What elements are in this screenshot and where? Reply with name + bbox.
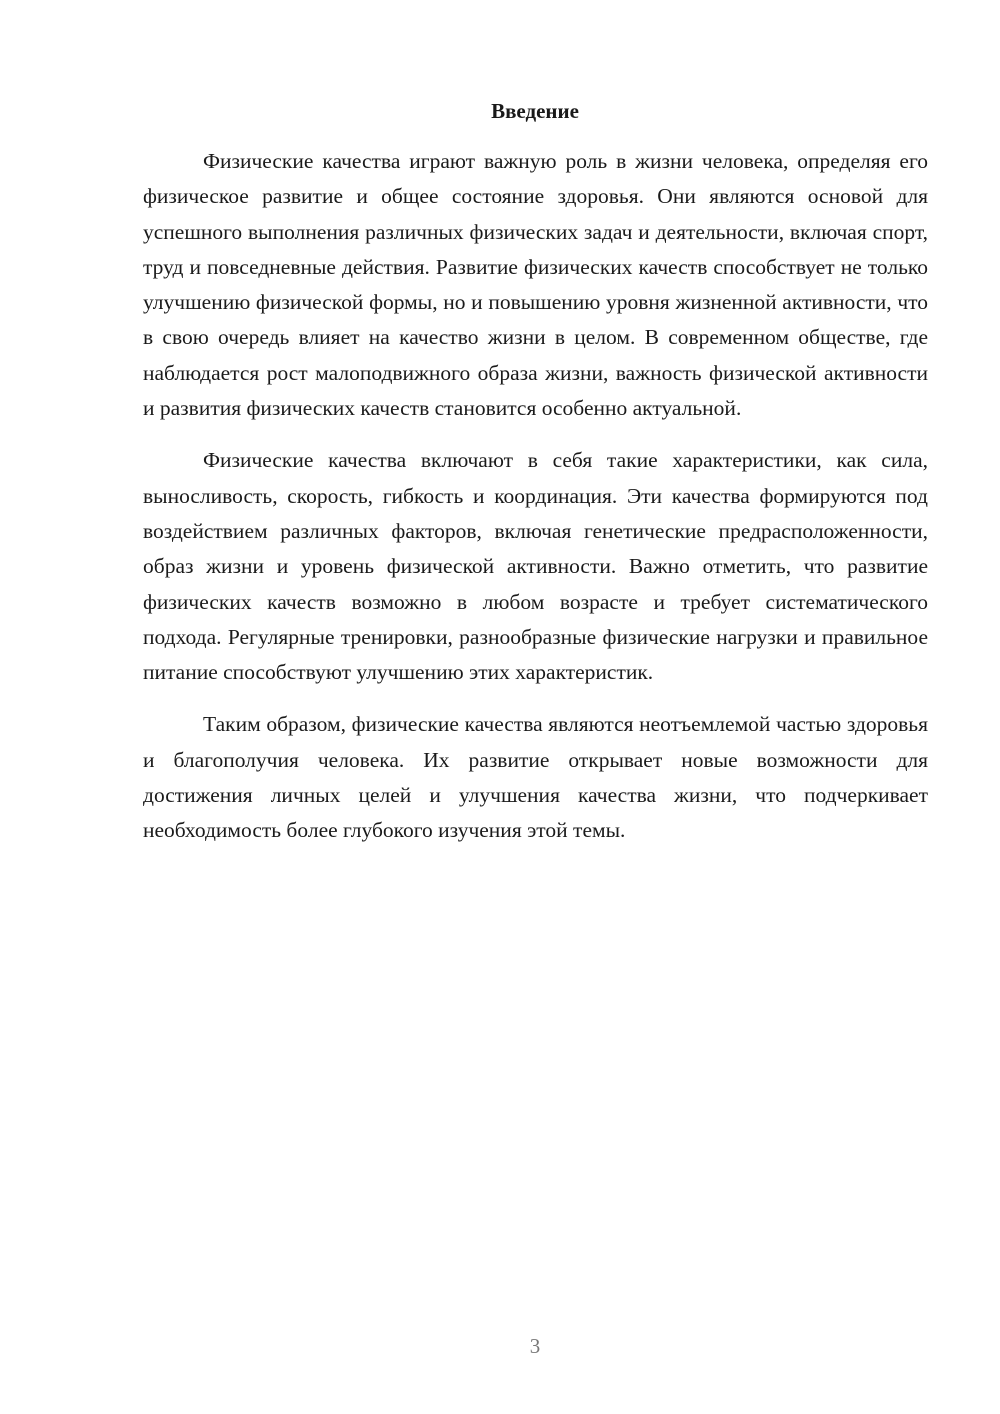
- page-number: 3: [529, 1334, 541, 1358]
- section-title: Введение: [491, 99, 579, 123]
- paragraph-3: Таким образом, физические качества являются неотъемлемой частью здоровья и благополучия человека. Их развитие открывает новые возможности для достижения личных целей и улучшения качества жизни, что подчеркивает необходимость более глубокого изучения этой темы.: [143, 712, 928, 843]
- body-text: [143, 144, 928, 866]
- paragraph-1: Физические качества играют важную роль в жизни человека, определяя его физическое развитие и общее состояние здоровья. Они являются основой для успешного выполнения различных физических задач и деятельности, включая спорт, труд и повседневные действия. Развитие физических качеств способствует не только улучшению физической формы, но и повышению уровня жизненной активности, что в свою очередь влияет на качество жизни в целом. В современном обществе, где наблюдается рост малоподвижного образа жизни, важность физической активности и развития физических качеств становится особенно актуальной.: [143, 149, 928, 421]
- paragraph-2: Физические качества включают в себя такие характеристики, как сила, выносливость, скорость, гибкость и координация. Эти качества формируются под воздействием различных факторов, включая генетические предрасположенности, образ жизни и уровень физической активности. Важно отметить, что развитие физических качеств возможно в любом возрасте и требует систематического подхода. Регулярные тренировки, разнообразные физические нагрузки и правильное питание способствуют улучшению этих характеристик.: [143, 448, 928, 685]
